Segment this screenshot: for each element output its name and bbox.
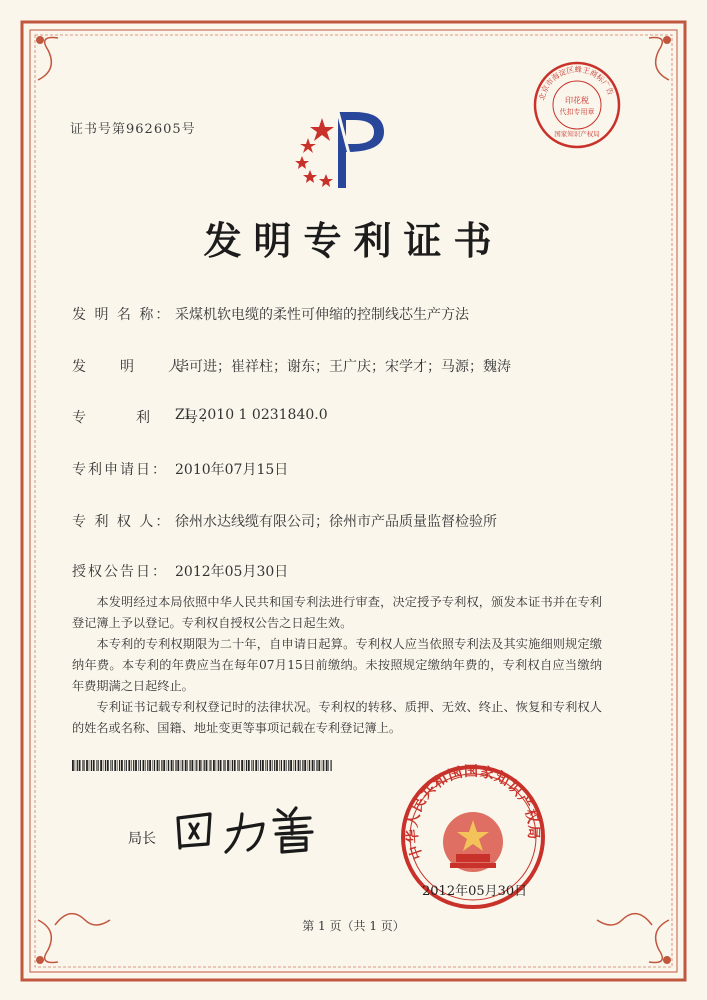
field-label-invention-name: 发 明 名 称： xyxy=(72,307,172,323)
star-icon xyxy=(295,118,334,187)
field-value-inventors: 毕可进；崔祥柱；谢东；王广庆；宋学才；马源；魏涛 xyxy=(175,359,511,375)
seal-center-line-2: 代扣专用章 xyxy=(559,108,595,116)
field-label-grant-date: 授权公告日： xyxy=(72,564,168,580)
field-label-patentee: 专 利 权 人： xyxy=(72,514,172,530)
page-number: 第 1 页（共 1 页） xyxy=(302,919,405,933)
seal-ring-text: 北京市海淀区蜂王商标广告 xyxy=(537,64,616,102)
patent-office-logo xyxy=(288,108,398,190)
field-value-application-date: 2010年07月15日 xyxy=(175,462,289,478)
field-value-patent-number: ZL 2010 1 0231840.0 xyxy=(175,407,328,423)
field-value-invention-name: 采煤机软电缆的柔性可伸缩的控制线芯生产方法 xyxy=(175,307,469,323)
field-label-patent-number: 专 利 号： xyxy=(72,410,216,426)
field-value-patentee: 徐州水达线缆有限公司；徐州市产品质量监督检验所 xyxy=(175,514,497,530)
issue-date: 2012年05月30日 xyxy=(422,884,528,899)
field-value-grant-date: 2012年05月30日 xyxy=(175,564,289,580)
tax-stamp-seal xyxy=(532,60,622,150)
field-label-inventors: 发 明 人： xyxy=(72,359,200,375)
signature-mark xyxy=(168,800,328,864)
patent-p-icon xyxy=(338,112,384,188)
body-paragraph: 本专利的专利权期限为二十年，自申请日起算。专利权人应当依照专利法及其实施细则规定缴纳年费。本专利的年费应当在每年07月15日前缴纳。未按照规定缴纳年费的，专利权自应当缴纳年费期满之日起终止。 xyxy=(72,637,602,693)
field-label-application-date: 专利申请日： xyxy=(72,462,168,478)
seal-center-line-1: 印花税 xyxy=(565,96,589,105)
signature-label: 局长 xyxy=(128,831,156,847)
barcode xyxy=(72,760,334,771)
handwritten-signature xyxy=(168,800,328,860)
national-emblem-icon xyxy=(443,812,503,872)
certificate-body xyxy=(72,592,602,739)
seal-ring-text: 中华人民共和国国家知识产权局 xyxy=(404,763,542,862)
certificate-title: 发明专利证书 xyxy=(203,218,504,263)
certificate-number: 证书号第962605号 xyxy=(70,122,196,137)
seal-bottom-text: 国家知识产权局 xyxy=(554,130,600,138)
body-paragraph: 专利证书记载专利权登记时的法律状况。专利权的转移、质押、无效、终止、恢复和专利权人的姓名或名称、国籍、地址变更等事项记载在专利登记簿上。 xyxy=(72,700,602,735)
body-paragraph: 本发明经过本局依照中华人民共和国专利法进行审查，决定授予专利权，颁发本证书并在专利登记簿上予以登记。专利权自授权公告之日起生效。 xyxy=(72,595,602,630)
